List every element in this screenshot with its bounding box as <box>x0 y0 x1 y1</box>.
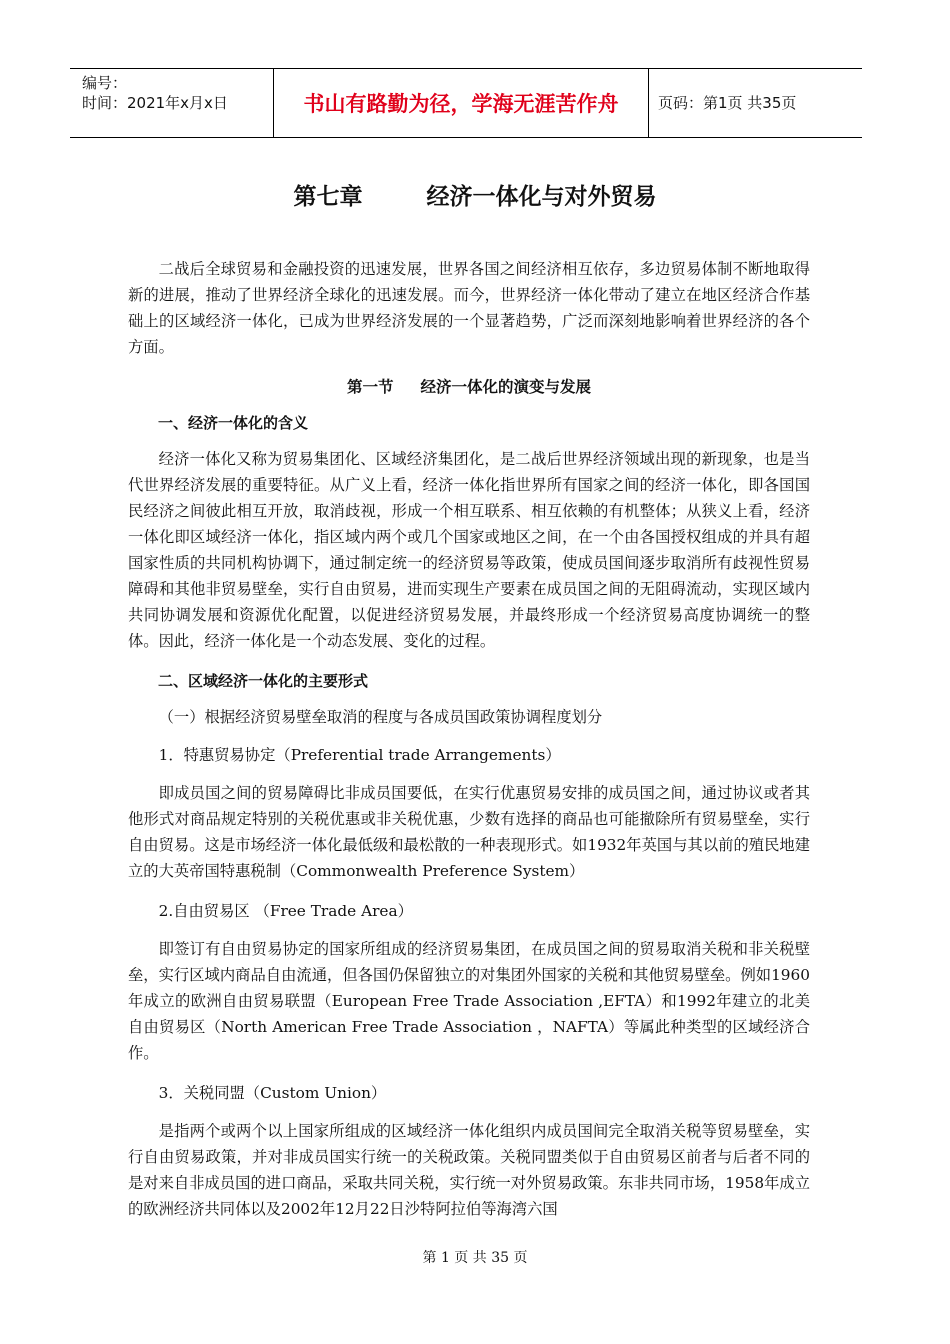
document-time-label: 时间：2021年x月x日 <box>82 94 228 112</box>
page-footer: 第 1 页 共 35 页 <box>422 1250 528 1266</box>
header-divider <box>648 69 649 137</box>
body-paragraph: 经济一体化又称为贸易集团化、区域经济集团化，是二战后世界经济领域出现的新现象，也是当代世界经济发展的重要特征。从广义上看，经济一体化指世界所有国家之间的经济一体化，即各国国民经济之间彼此相互开放，取消歧视，形成一个相互联系、相互依赖的有机整体；从狭义上看，经济一体化即区域经济一体化，指区域内两个或几个国家或地区之间，在一个由各国授权组成的并具有超国家性质的共同机构协调下，通过制定统一的经济贸易等政策，使成员国间逐步取消所有歧视性贸易障碍和其他非贸易壁垒，实行自由贸易，进而实现生产要素在成员国之间的无阻碍流动，实现区域内共同协调发展和资源优化配置，以促进经济贸易发展，并最终形成一个经济贸易高度协调统一的整体。因此，经济一体化是一个动态发展、变化的过程。 <box>128 450 810 650</box>
item-title: 2.自由贸易区 （Free Trade Area） <box>158 902 413 920</box>
subsection-intro: （一）根据经济贸易壁垒取消的程度与各成员国政策协调程度划分 <box>158 708 603 726</box>
item-title: 1．特惠贸易协定（Preferential trade Arrangements） <box>158 746 561 764</box>
header-page-info: 页码：第1页 共35页 <box>658 94 797 112</box>
page-header <box>70 68 862 138</box>
item-title: 3．关税同盟（Custom Union） <box>158 1084 387 1102</box>
document-body <box>128 256 810 1222</box>
body-paragraph: 是指两个或两个以上国家所组成的区域经济一体化组织内成员国间完全取消关税等贸易壁垒，实行自由贸易政策，并对非成员国实行统一的关税政策。关税同盟类似于自由贸易区前者与后者不同的是对来自非成员国的进口商品，采取共同关税，实行统一对外贸易政策。东非共同市场，1958年成立的欧洲经济共同体以及2002年12月22日沙特阿拉伯等海湾六国 <box>128 1122 810 1218</box>
subsection-title: 二、区域经济一体化的主要形式 <box>158 672 369 690</box>
subsection-title: 一、经济一体化的含义 <box>158 414 309 432</box>
body-paragraph: 即成员国之间的贸易障碍比非成员国要低，在实行优惠贸易安排的成员国之间，通过协议或者其他形式对商品规定特别的关税优惠或非关税优惠，少数有选择的商品也可能撤除所有贸易壁垒，实行自由贸易。这是市场经济一体化最低级和最松散的一种表现形式。如1932年英国与其以前的殖民地建立的大英帝国特惠税制（Commonwealth Preference System） <box>128 784 810 880</box>
header-motto: 书山有路勤为径，学海无涯苦作舟 <box>303 92 619 116</box>
header-meta <box>82 73 228 113</box>
chapter-title: 第七章 经济一体化与对外贸易 <box>293 184 657 210</box>
body-paragraph: 即签订有自由贸易协定的国家所组成的经济贸易集团，在成员国之间的贸易取消关税和非关税壁垒，实行区域内商品自由流通，但各国仍保留独立的对集团外国家的关税和其他贸易壁垒。例如1960年成立的欧洲自由贸易联盟（European Free Trade Association ,EFTA）和1992年建立的北美自由贸易区（North American Free Trade Association ，NAFTA）等属此种类型的区域经济合作。 <box>128 940 810 1062</box>
document-number-label: 编号： <box>82 74 128 92</box>
intro-paragraph: 二战后全球贸易和金融投资的迅速发展，世界各国之间经济相互依存，多边贸易体制不断地取得新的进展，推动了世界经济全球化的迅速发展。而今，世界经济一体化带动了建立在地区经济合作基础上的区域经济一体化，已成为世界经济发展的一个显著趋势，广泛而深刻地影响着世界经济的各个方面。 <box>128 260 810 356</box>
section-title: 第一节 经济一体化的演变与发展 <box>347 378 591 396</box>
